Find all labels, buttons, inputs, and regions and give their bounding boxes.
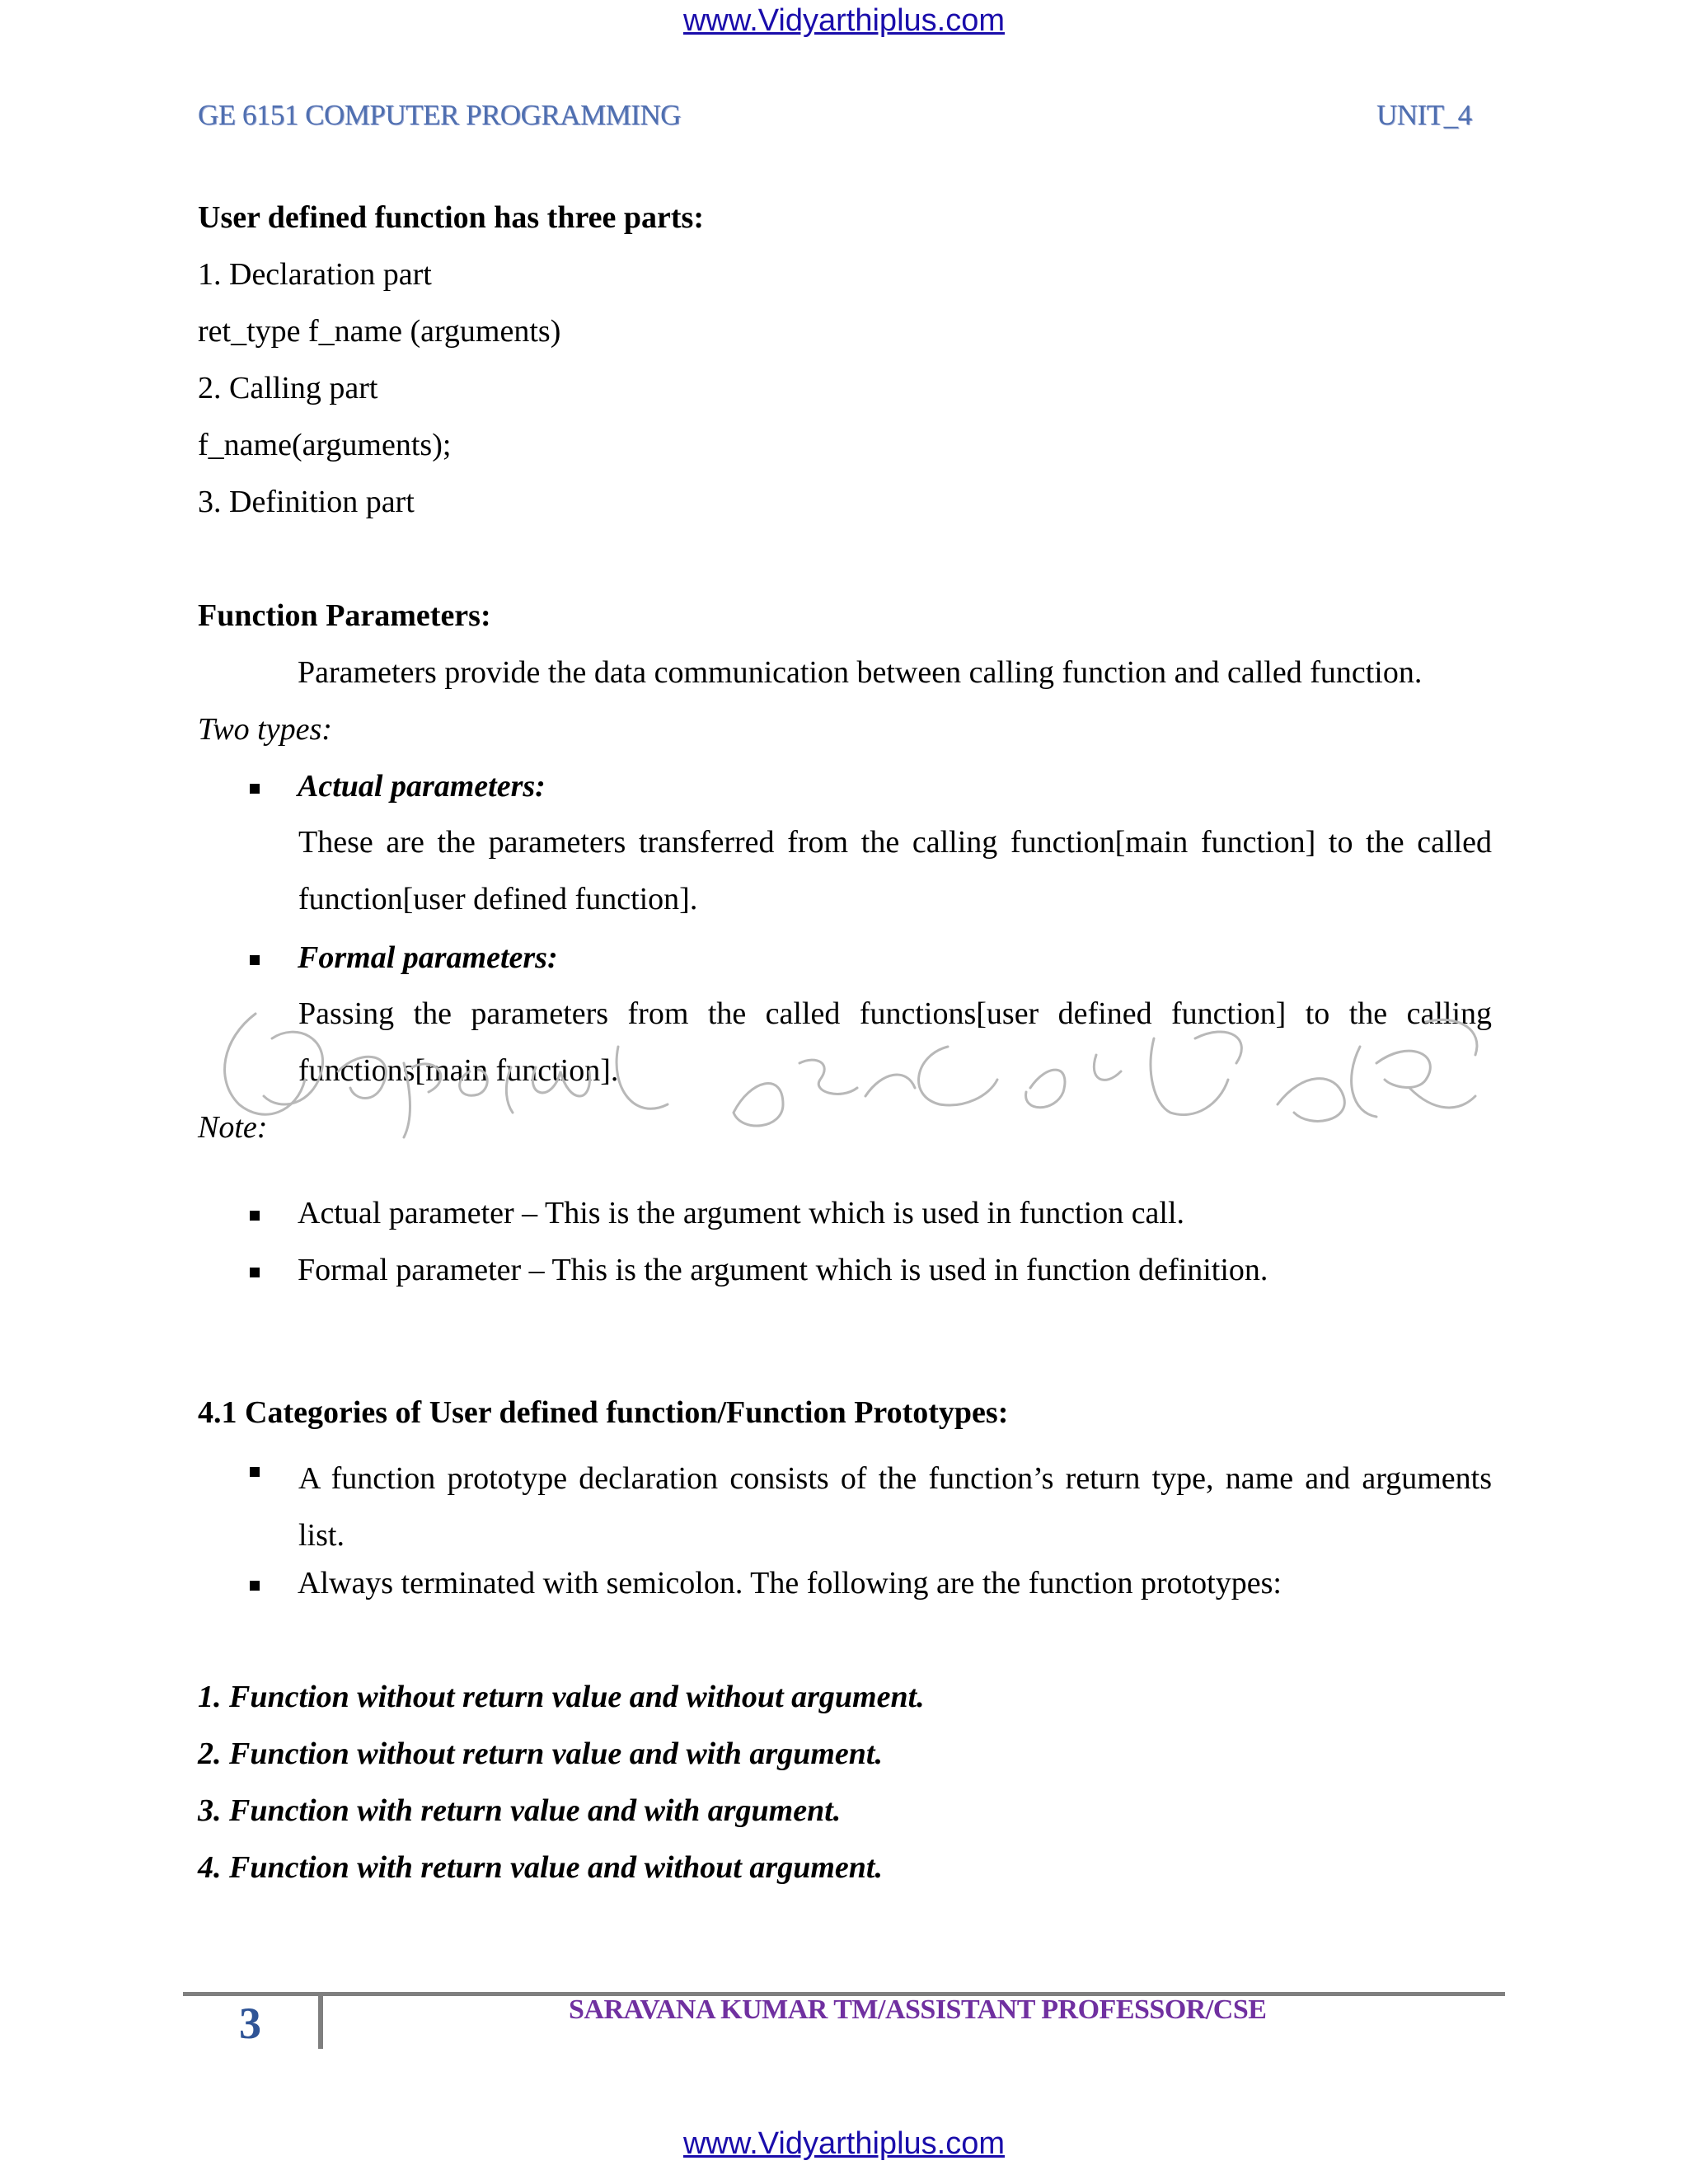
udf-line: 1. Declaration part: [198, 257, 432, 292]
bullet-marker: [250, 1581, 260, 1591]
note-item: Formal parameter – This is the argument which is used in function definition.: [298, 1253, 1268, 1287]
category-bullet: A function prototype declaration consists of the function’s return type, name and arguments list.: [298, 1461, 1492, 1553]
params-intro: Parameters provide the data communication between calling function and called function.: [298, 655, 1423, 690]
actual-title: Actual parameters:: [298, 769, 546, 804]
bullet-marker: [250, 1268, 260, 1277]
actual-text: These are the parameters transferred from the calling function[main function] to the called function[user defined function].: [298, 825, 1492, 916]
types-label: Two types:: [198, 712, 332, 747]
udf-line: 3. Definition part: [198, 485, 415, 519]
bullet-marker: [250, 955, 260, 965]
note-item: Actual parameter – This is the argument which is used in function call.: [298, 1196, 1185, 1230]
udf-line: f_name(arguments);: [198, 428, 452, 462]
udf-line: ret_type f_name (arguments): [198, 314, 561, 349]
footer-separator: [318, 1994, 323, 2049]
formal-title: Formal parameters:: [298, 940, 558, 975]
prototype-item: 1. Function without return value and without argument.: [198, 1680, 925, 1714]
prototype-item: 4. Function with return value and without argument.: [198, 1850, 883, 1885]
footer-author: SARAVANA KUMAR TM/ASSISTANT PROFESSOR/CSE: [569, 1994, 1267, 2025]
top-site-link[interactable]: www.Vidyarthiplus.com: [682, 3, 1005, 38]
bullet-marker: [250, 1211, 260, 1221]
params-heading: Function Parameters:: [198, 598, 491, 633]
udf-heading: User defined function has three parts:: [198, 200, 704, 235]
categories-heading: 4.1 Categories of User defined function/Function Prototypes:: [198, 1395, 1009, 1430]
bullet-marker: [250, 1467, 260, 1477]
bottom-site-link[interactable]: www.Vidyarthiplus.com: [682, 2126, 1005, 2161]
udf-line: 2. Calling part: [198, 371, 378, 405]
formal-text: Passing the parameters from the called functions[user defined function] to the calling functions[main function].: [298, 996, 1492, 1088]
course-title: GE 6151 COMPUTER PROGRAMMING: [198, 99, 681, 131]
category-bullet: Always terminated with semicolon. The following are the function prototypes:: [298, 1566, 1282, 1601]
page-number: 3: [239, 1999, 261, 2048]
prototype-item: 3. Function with return value and with argument.: [198, 1793, 842, 1828]
bullet-marker: [250, 784, 260, 794]
unit-label: UNIT_4: [1376, 99, 1472, 131]
prototype-item: 2. Function without return value and with argument.: [198, 1736, 883, 1771]
note-label: Note:: [198, 1110, 268, 1145]
